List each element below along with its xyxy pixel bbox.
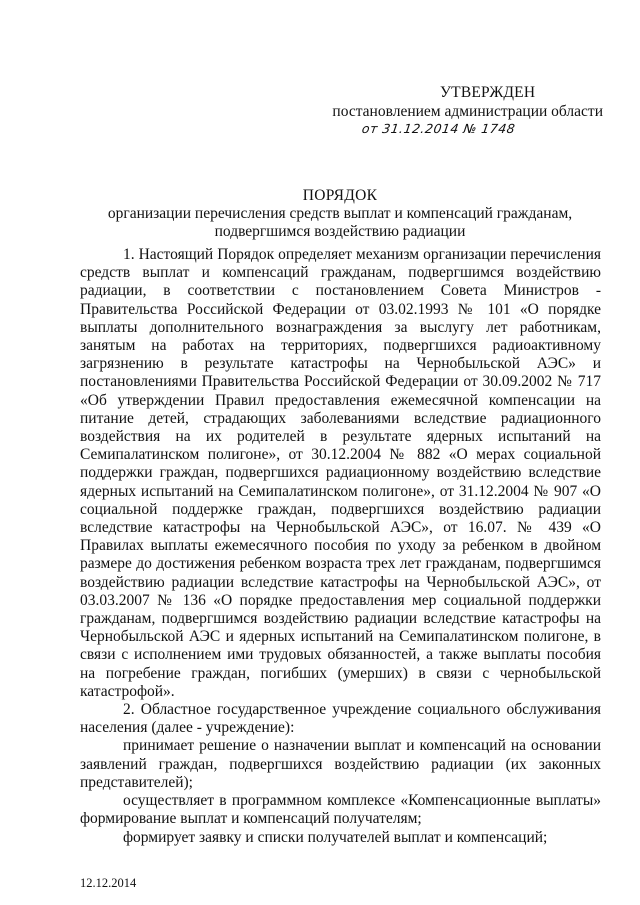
list-item: формирует заявку и списки получателей выплат и компенсаций; [123, 828, 548, 846]
paragraph-2: 2. Областное государственное учреждение социального обслуживания населения (далее - учреждение): [80, 701, 601, 737]
approval-block [320, 83, 603, 138]
document-body [80, 246, 601, 847]
document-title-block [80, 187, 600, 241]
document-subtitle-line1: организации перечисления средств выплат и компенсаций гражданам, [107, 205, 573, 222]
handwritten-date-number: от 31.12.2014 № 1748 [360, 121, 517, 136]
document-title: ПОРЯДОК [302, 187, 378, 204]
approval-line: постановлением администрации области [332, 103, 603, 120]
list-item: осуществляет в программном комплексе «Компенсационные выплаты» формирование выплат и компенсаций получателям; [80, 792, 601, 828]
list-item: принимает решение о назначении выплат и компенсаций на основании заявлений граждан, подвергшихся воздействию радиации (их законных представителей); [80, 737, 601, 791]
document-subtitle-line2: подвергшимся воздействию радиации [214, 223, 466, 240]
approval-title: УТВЕРЖДЕН [440, 84, 536, 101]
paragraph-1: 1. Настоящий Порядок определяет механизм организации перечисления средств выплат и компенсаций гражданам, подвергшимся воздействию радиации, в соответствии с постановлением Совета Министров - Правительства Российской Федерации от 03.02.1993 № 101 «О порядке выплаты дополнительного вознаграждения за выслугу лет работникам, занятым на работах на территориях, подвергшихся радиоактивному загрязнению в результате катастрофы на Чернобыльской АЭС» и постановлениями Правительства Российской Федерации от 30.09.2002 № 717 «Об утверждении Правил предоставления ежемесячной компенсации на питание детей, страдающих заболеваниями вследствие радиационного воздействия на их родителей в результате ядерных испытаний на Семипалатинском полигоне», от 30.12.2004 № 882 «О мерах социальной поддержки граждан, подвергшихся радиационному воздействию вследствие ядерных испытаний на Семипалатинском полигоне», от 31.12.2004 № 907 «О социальной поддержке граждан, подвергшихся воздействию радиации вследствие катастрофы на Чернобыльской АЭС», от 16.07. № 439 «О Правилах выплаты ежемесячного пособия по уходу за ребенком в двойном размере до достижения ребенком возраста трех лет гражданам, подвергшимся воздействию радиации вследствие катастрофы на Чернобыльской АЭС», от 03.03.2007 № 136 «О порядке предоставления мер социальной поддержки гражданам, подвергшимся воздействию радиации вследствие катастрофы на Чернобыльской АЭС и ядерных испытаний на Семипалатинском полигоне, в связи с исполнением ими трудовых обязанностей, а также выплаты пособия на погребение граждан, погибших (умерших) в связи с чернобыльской катастрофой». [80, 246, 601, 700]
footer-date: 12.12.2014 [80, 876, 137, 890]
